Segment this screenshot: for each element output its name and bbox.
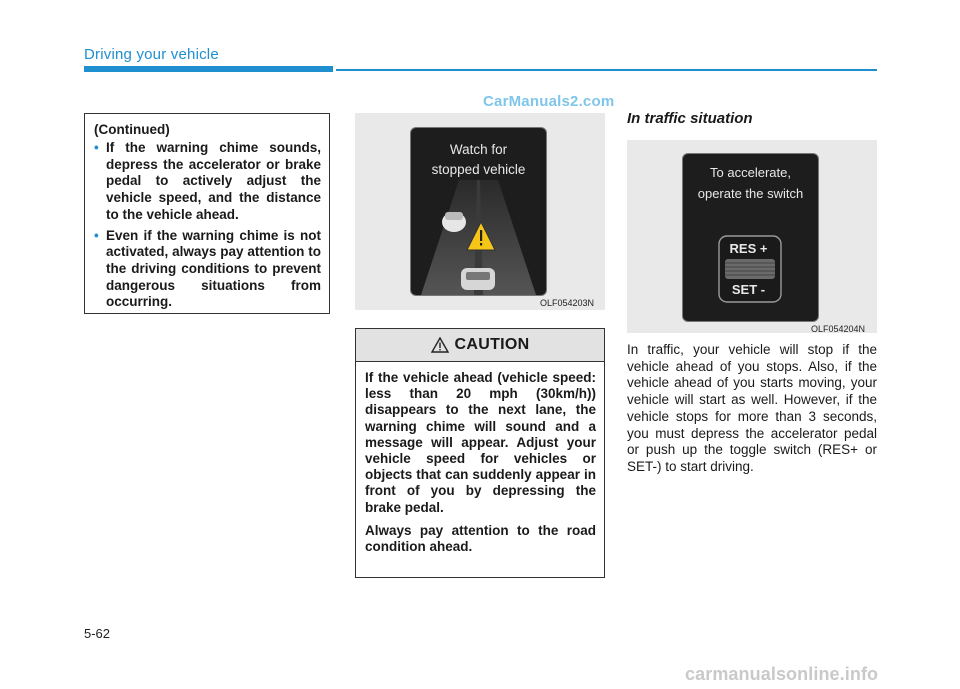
- warning-triangle-icon: [431, 337, 449, 353]
- warning-list: [94, 140, 321, 311]
- cluster-display: [683, 154, 818, 321]
- watermark-top: CarManuals2.com: [483, 93, 615, 110]
- bullet-icon: •: [94, 227, 99, 243]
- caution-header: [356, 329, 604, 362]
- switch-set-label: SET -: [731, 282, 766, 297]
- figure-code: OLF054203N: [540, 298, 595, 308]
- car-icon: [442, 212, 466, 232]
- display-line-2: operate the switch: [697, 186, 804, 201]
- bullet-icon: •: [94, 140, 99, 155]
- header-rule-thick: [84, 66, 333, 72]
- continued-title: (Continued): [94, 122, 170, 137]
- continued-warning-box: [84, 113, 330, 314]
- header-rule-thin: [336, 69, 877, 71]
- figure-toggle-switch: [627, 140, 877, 333]
- warning-item: • If the warning chime sounds, depress the accelerator or brake pedal to actively adjust the vehicle speed, and the distance to the vehicle ahead.: [94, 140, 321, 222]
- display-line-2: stopped vehicle: [431, 162, 526, 177]
- watermark-bottom: carmanualsonline.info: [685, 664, 879, 684]
- traffic-heading: In traffic situation: [627, 110, 753, 127]
- figure-code: OLF054204N: [811, 324, 866, 334]
- caution-box: [355, 328, 605, 578]
- traffic-body: In traffic, your vehicle will stop if the vehicle ahead of you stops. Also, if the vehicle ahead of you starts moving, your vehicle will start as well. However, if the vehicle stops for more than 3 seconds, you must depress the accelerator pedal or push up the toggle switch (RES+ or SET-) to start driving.: [627, 342, 877, 474]
- switch-res-label: RES +: [729, 241, 768, 256]
- own-vehicle-icon: [461, 268, 495, 290]
- display-line-1: Watch for: [449, 142, 508, 157]
- caution-paragraph: Always pay attention to the road condition ahead.: [365, 522, 596, 555]
- caution-body: [356, 362, 604, 555]
- caution-paragraph: If the vehicle ahead (vehicle speed: less than 20 mph (30km/h)) disappears to the next lane, the warning chime will sound and a message will appear. Adjust your vehicle speed for vehicles or objects that can suddenly appear in front of you by depressing the brake pedal.: [365, 370, 596, 515]
- page-number: 5-62: [84, 626, 111, 641]
- display-line-1: To accelerate,: [710, 165, 791, 180]
- road-graphic: [411, 180, 546, 295]
- cluster-display: [411, 128, 546, 295]
- caution-label: CAUTION: [454, 336, 530, 353]
- section-title: Driving your vehicle: [84, 46, 219, 63]
- figure-stopped-vehicle: [355, 113, 605, 310]
- warning-item: • Even if the warning chime is not activated, always pay attention to the driving conditions to prevent dangerous situations from occurring.: [94, 227, 321, 310]
